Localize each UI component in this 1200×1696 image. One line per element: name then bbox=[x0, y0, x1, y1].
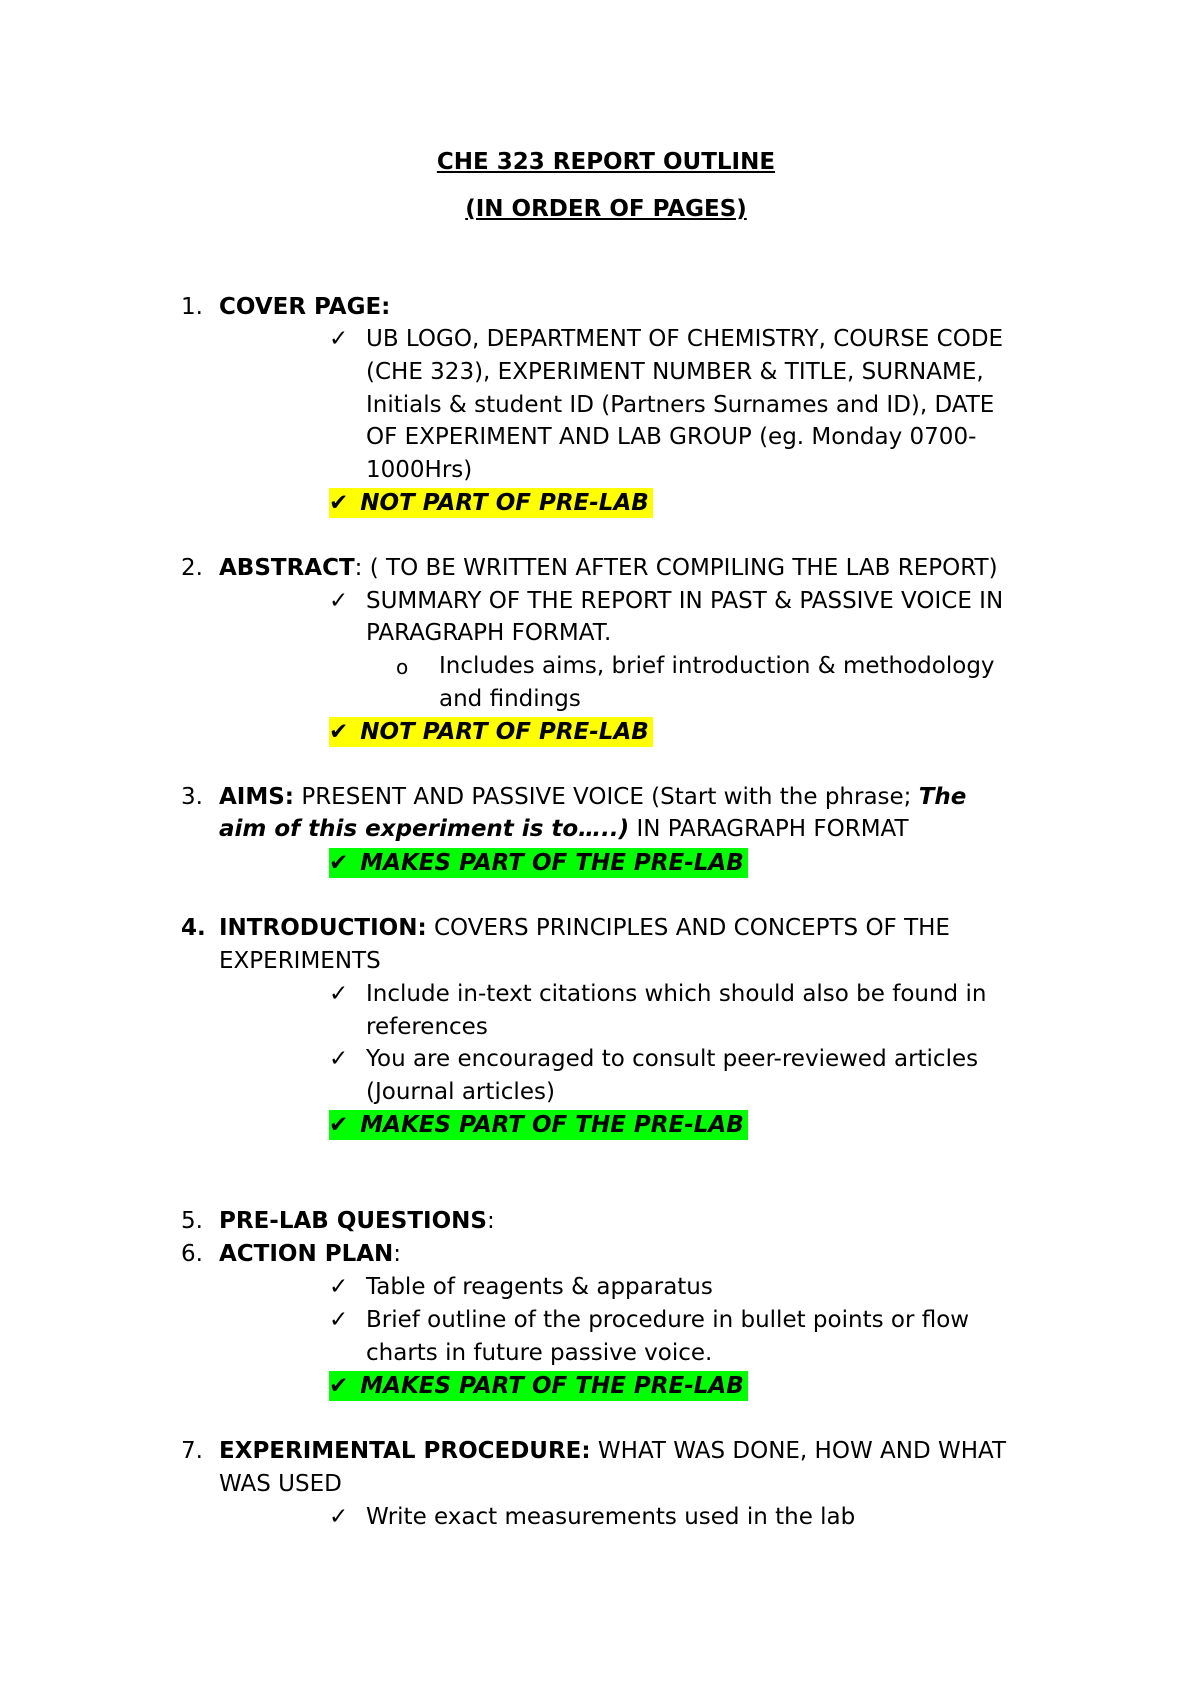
bullet-text: charts in future passive voice. bbox=[366, 1340, 713, 1366]
section-number: 5. bbox=[181, 1208, 203, 1234]
prelab-note-highlight: ✔ MAKES PART OF THE PRE-LAB bbox=[329, 1371, 748, 1401]
section-heading-introduction: INTRODUCTION: COVERS PRINCIPLES AND CONCEPTS OF THE bbox=[219, 915, 950, 941]
bullet-text: (CHE 323), EXPERIMENT NUMBER & TITLE, SURNAME, bbox=[366, 359, 984, 385]
check-icon: ✓ bbox=[329, 326, 349, 352]
bullet-text: OF EXPERIMENT AND LAB GROUP (eg. Monday 0700- bbox=[366, 424, 977, 450]
check-icon: ✔ bbox=[329, 850, 349, 876]
check-icon: ✔ bbox=[329, 1373, 349, 1399]
check-icon: ✓ bbox=[329, 1046, 349, 1072]
section-number: 7. bbox=[181, 1438, 203, 1464]
check-icon: ✔ bbox=[329, 1112, 349, 1138]
section-number: 1. bbox=[181, 294, 203, 320]
prelab-note-highlight: ✔ MAKES PART OF THE PRE-LAB bbox=[329, 848, 748, 878]
section-heading-cover-page: COVER PAGE: bbox=[219, 294, 391, 320]
sub-bullet-text: Includes aims, brief introduction & methodology bbox=[439, 653, 995, 679]
document-title: CHE 323 REPORT OUTLINE bbox=[436, 149, 776, 175]
section-number: 4. bbox=[181, 915, 206, 941]
section-heading-experimental-procedure: EXPERIMENTAL PROCEDURE: WHAT WAS DONE, HOW AND WHAT bbox=[219, 1438, 1006, 1464]
section-heading-aims: AIMS: PRESENT AND PASSIVE VOICE (Start with the phrase; The bbox=[219, 784, 967, 810]
section-heading-aims-cont: aim of this experiment is to…..) IN PARAGRAPH FORMAT bbox=[219, 816, 909, 842]
bullet-text: (Journal articles) bbox=[366, 1079, 555, 1105]
section-heading-experimental-procedure-cont: WAS USED bbox=[219, 1471, 342, 1497]
bullet-text: SUMMARY OF THE REPORT IN PAST & PASSIVE VOICE IN bbox=[366, 588, 1004, 614]
check-icon: ✔ bbox=[329, 719, 349, 745]
check-icon: ✔ bbox=[329, 490, 349, 516]
bullet-text: Include in-text citations which should also be found in bbox=[366, 981, 987, 1007]
section-heading-abstract: ABSTRACT: ( TO BE WRITTEN AFTER COMPILING THE LAB REPORT) bbox=[219, 555, 998, 581]
section-heading-introduction-cont: EXPERIMENTS bbox=[219, 948, 381, 974]
check-icon: ✓ bbox=[329, 588, 349, 614]
document-subtitle: (IN ORDER OF PAGES) bbox=[465, 196, 747, 222]
sub-bullet-text: and findings bbox=[439, 686, 581, 712]
bullet-text: You are encouraged to consult peer-reviewed articles bbox=[366, 1046, 979, 1072]
section-heading-action-plan: ACTION PLAN: bbox=[219, 1241, 402, 1267]
prelab-note-highlight: ✔ MAKES PART OF THE PRE-LAB bbox=[329, 1110, 748, 1140]
section-number: 2. bbox=[181, 555, 203, 581]
prelab-note-highlight: ✔ NOT PART OF PRE-LAB bbox=[329, 488, 653, 518]
check-icon: ✓ bbox=[329, 1504, 349, 1530]
bullet-text: PARAGRAPH FORMAT. bbox=[366, 620, 612, 646]
section-number: 6. bbox=[181, 1241, 203, 1267]
section-heading-prelab-questions: PRE-LAB QUESTIONS: bbox=[219, 1208, 495, 1234]
sub-bullet-icon: o bbox=[396, 655, 409, 679]
bullet-text: UB LOGO, DEPARTMENT OF CHEMISTRY, COURSE CODE bbox=[366, 326, 1004, 352]
check-icon: ✓ bbox=[329, 981, 349, 1007]
bullet-text: Write exact measurements used in the lab bbox=[366, 1504, 856, 1530]
bullet-text: 1000Hrs) bbox=[366, 457, 473, 483]
check-icon: ✓ bbox=[329, 1274, 349, 1300]
section-number: 3. bbox=[181, 784, 203, 810]
bullet-text: Brief outline of the procedure in bullet points or flow bbox=[366, 1307, 970, 1333]
bullet-text: Table of reagents & apparatus bbox=[366, 1274, 713, 1300]
prelab-note-highlight: ✔ NOT PART OF PRE-LAB bbox=[329, 717, 653, 747]
bullet-text: references bbox=[366, 1014, 488, 1040]
bullet-text: Initials & student ID (Partners Surnames and ID), DATE bbox=[366, 392, 995, 418]
check-icon: ✓ bbox=[329, 1307, 349, 1333]
